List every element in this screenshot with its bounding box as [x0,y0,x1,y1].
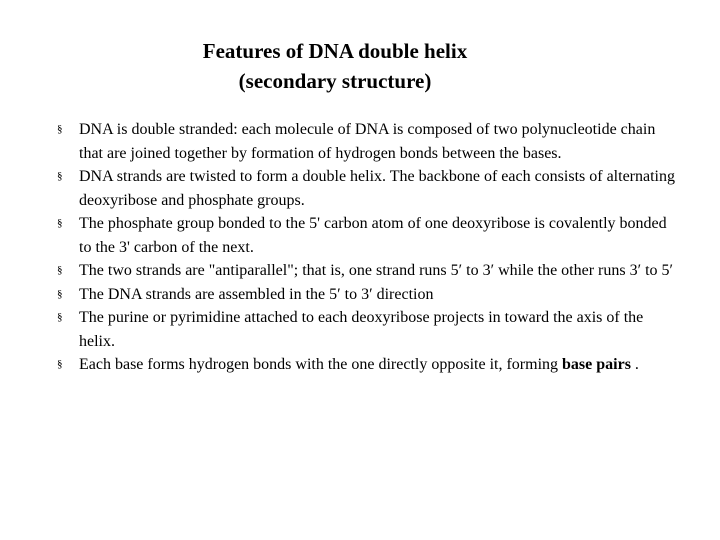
bullet-item [50,283,680,307]
bullet-item [50,306,680,353]
bullet-item [50,353,680,377]
title-line-1: Features of DNA double helix [202,39,468,63]
title-line-2: (secondary structure) [238,69,432,93]
bullet-text: The DNA strands are assembled in the 5′ to 3′ direction [79,285,434,303]
bullet-text-end: . [630,356,639,373]
bullet-text: The phosphate group bonded to the 5' carbon atom of one deoxyribose is covalently bonded to the 3' carbon of the next. [79,215,667,256]
bullet-text: The purine or pyrimidine attached to each deoxyribose projects in toward the axis of the helix. [79,309,644,350]
bullet-text: The two strands are "antiparallel"; that is, one strand runs 5′ to 3′ while the other runs 3′ to 5′ [79,262,674,279]
bullet-item [50,118,680,165]
bullet-marker-icon: § [57,311,63,323]
bullet-item [50,165,680,212]
bullet-marker-icon: § [57,170,63,182]
bullet-marker-icon: § [57,287,63,300]
bullet-item [50,259,680,283]
bullet-marker-icon: § [57,217,63,229]
bullet-item [50,212,680,259]
bullet-marker-icon: § [57,123,63,135]
bullet-marker-icon: § [57,358,63,370]
bullet-list [50,118,680,377]
bullet-bold-term: base pairs [562,356,631,373]
slide-title [130,36,540,96]
bullet-text: DNA is double stranded: each molecule of DNA is composed of two polynucleotide chain that are joined together by formation of hydrogen bonds between the bases. [79,121,656,162]
bullet-text: DNA strands are twisted to form a double helix. The backbone of each consists of alternating deoxyribose and phosphate groups. [79,168,675,209]
bullet-marker-icon: § [57,264,63,276]
bullet-text: Each base forms hydrogen bonds with the one directly opposite it, forming [79,356,563,373]
